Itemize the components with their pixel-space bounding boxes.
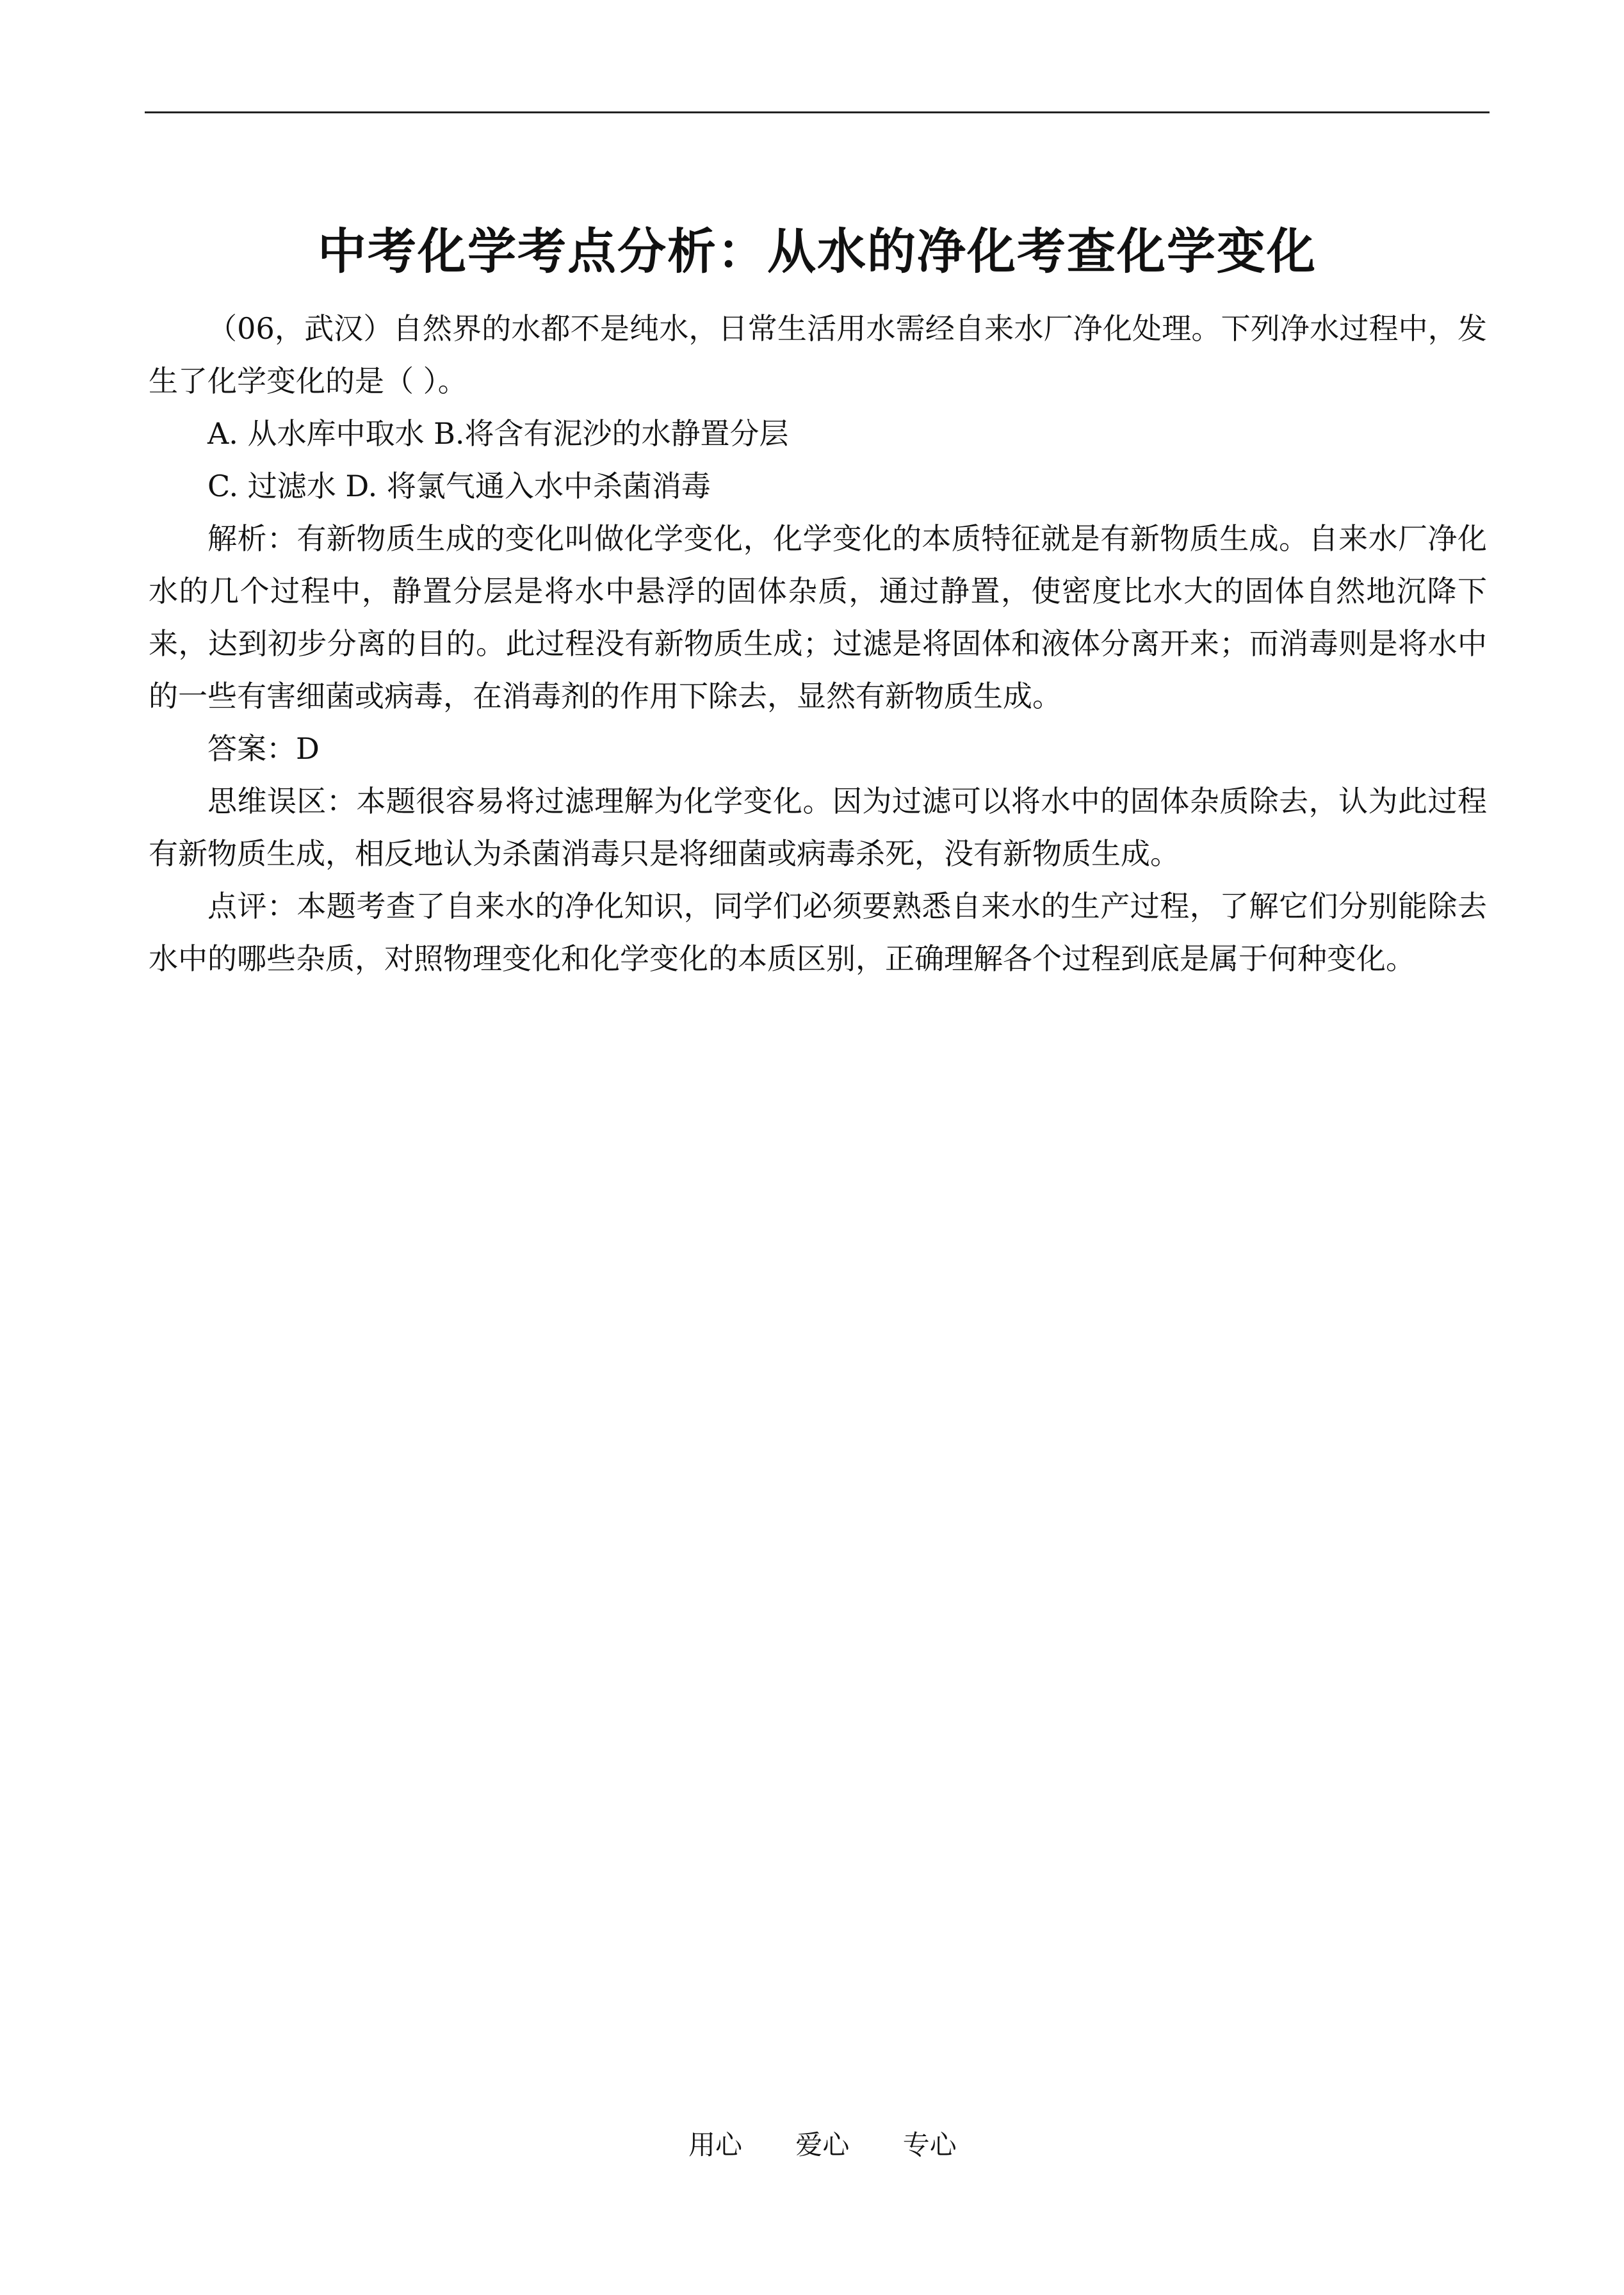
- question-paragraph: （06，武汉）自然界的水都不是纯水，日常生活用水需经自来水厂净化处理。下列净水过程中，发生了化学变化的是（ ）。: [149, 311, 1487, 398]
- analysis-paragraph: 解析：有新物质生成的变化叫做化学变化，化学变化的本质特征就是有新物质生成。自来水厂净化水的几个过程中，静置分层是将水中悬浮的固体杂质，通过静置，使密度比水大的固体自然地沉降下来，达到初步分离的目的。此过程没有新物质生成；过滤是将固体和液体分离开来；而消毒则是将水中的一些有害细菌或病毒，在消毒剂的作用下除去，显然有新物质生成。: [149, 521, 1487, 713]
- options-line-2: C. 过滤水 D. 将氯气通入水中杀菌消毒: [207, 469, 711, 503]
- header-rule: [145, 111, 1490, 113]
- document-body: [149, 302, 1487, 985]
- footer-item-2: 爱心: [795, 2129, 850, 2161]
- comment-paragraph: 点评：本题考查了自来水的净化知识，同学们必须要熟悉自来水的生产过程，了解它们分别能除去水中的哪些杂质，对照物理变化和化学变化的本质区别，正确理解各个过程到底是属于何种变化。: [149, 889, 1487, 976]
- footer-item-1: 用心: [688, 2129, 743, 2161]
- options-line-1: A. 从水库中取水 B.将含有泥沙的水静置分层: [207, 416, 789, 451]
- document-title: 中考化学考点分析：从水的净化考查化学变化: [318, 223, 1317, 280]
- page-footer: [688, 2126, 957, 2164]
- misconception-paragraph: 思维误区：本题很容易将过滤理解为化学变化。因为过滤可以将水中的固体杂质除去，认为此过程有新物质生成，相反地认为杀菌消毒只是将细菌或病毒杀死，没有新物质生成。: [149, 784, 1487, 871]
- answer-line: 答案：D: [207, 731, 320, 766]
- footer-item-3: 专心: [902, 2129, 957, 2161]
